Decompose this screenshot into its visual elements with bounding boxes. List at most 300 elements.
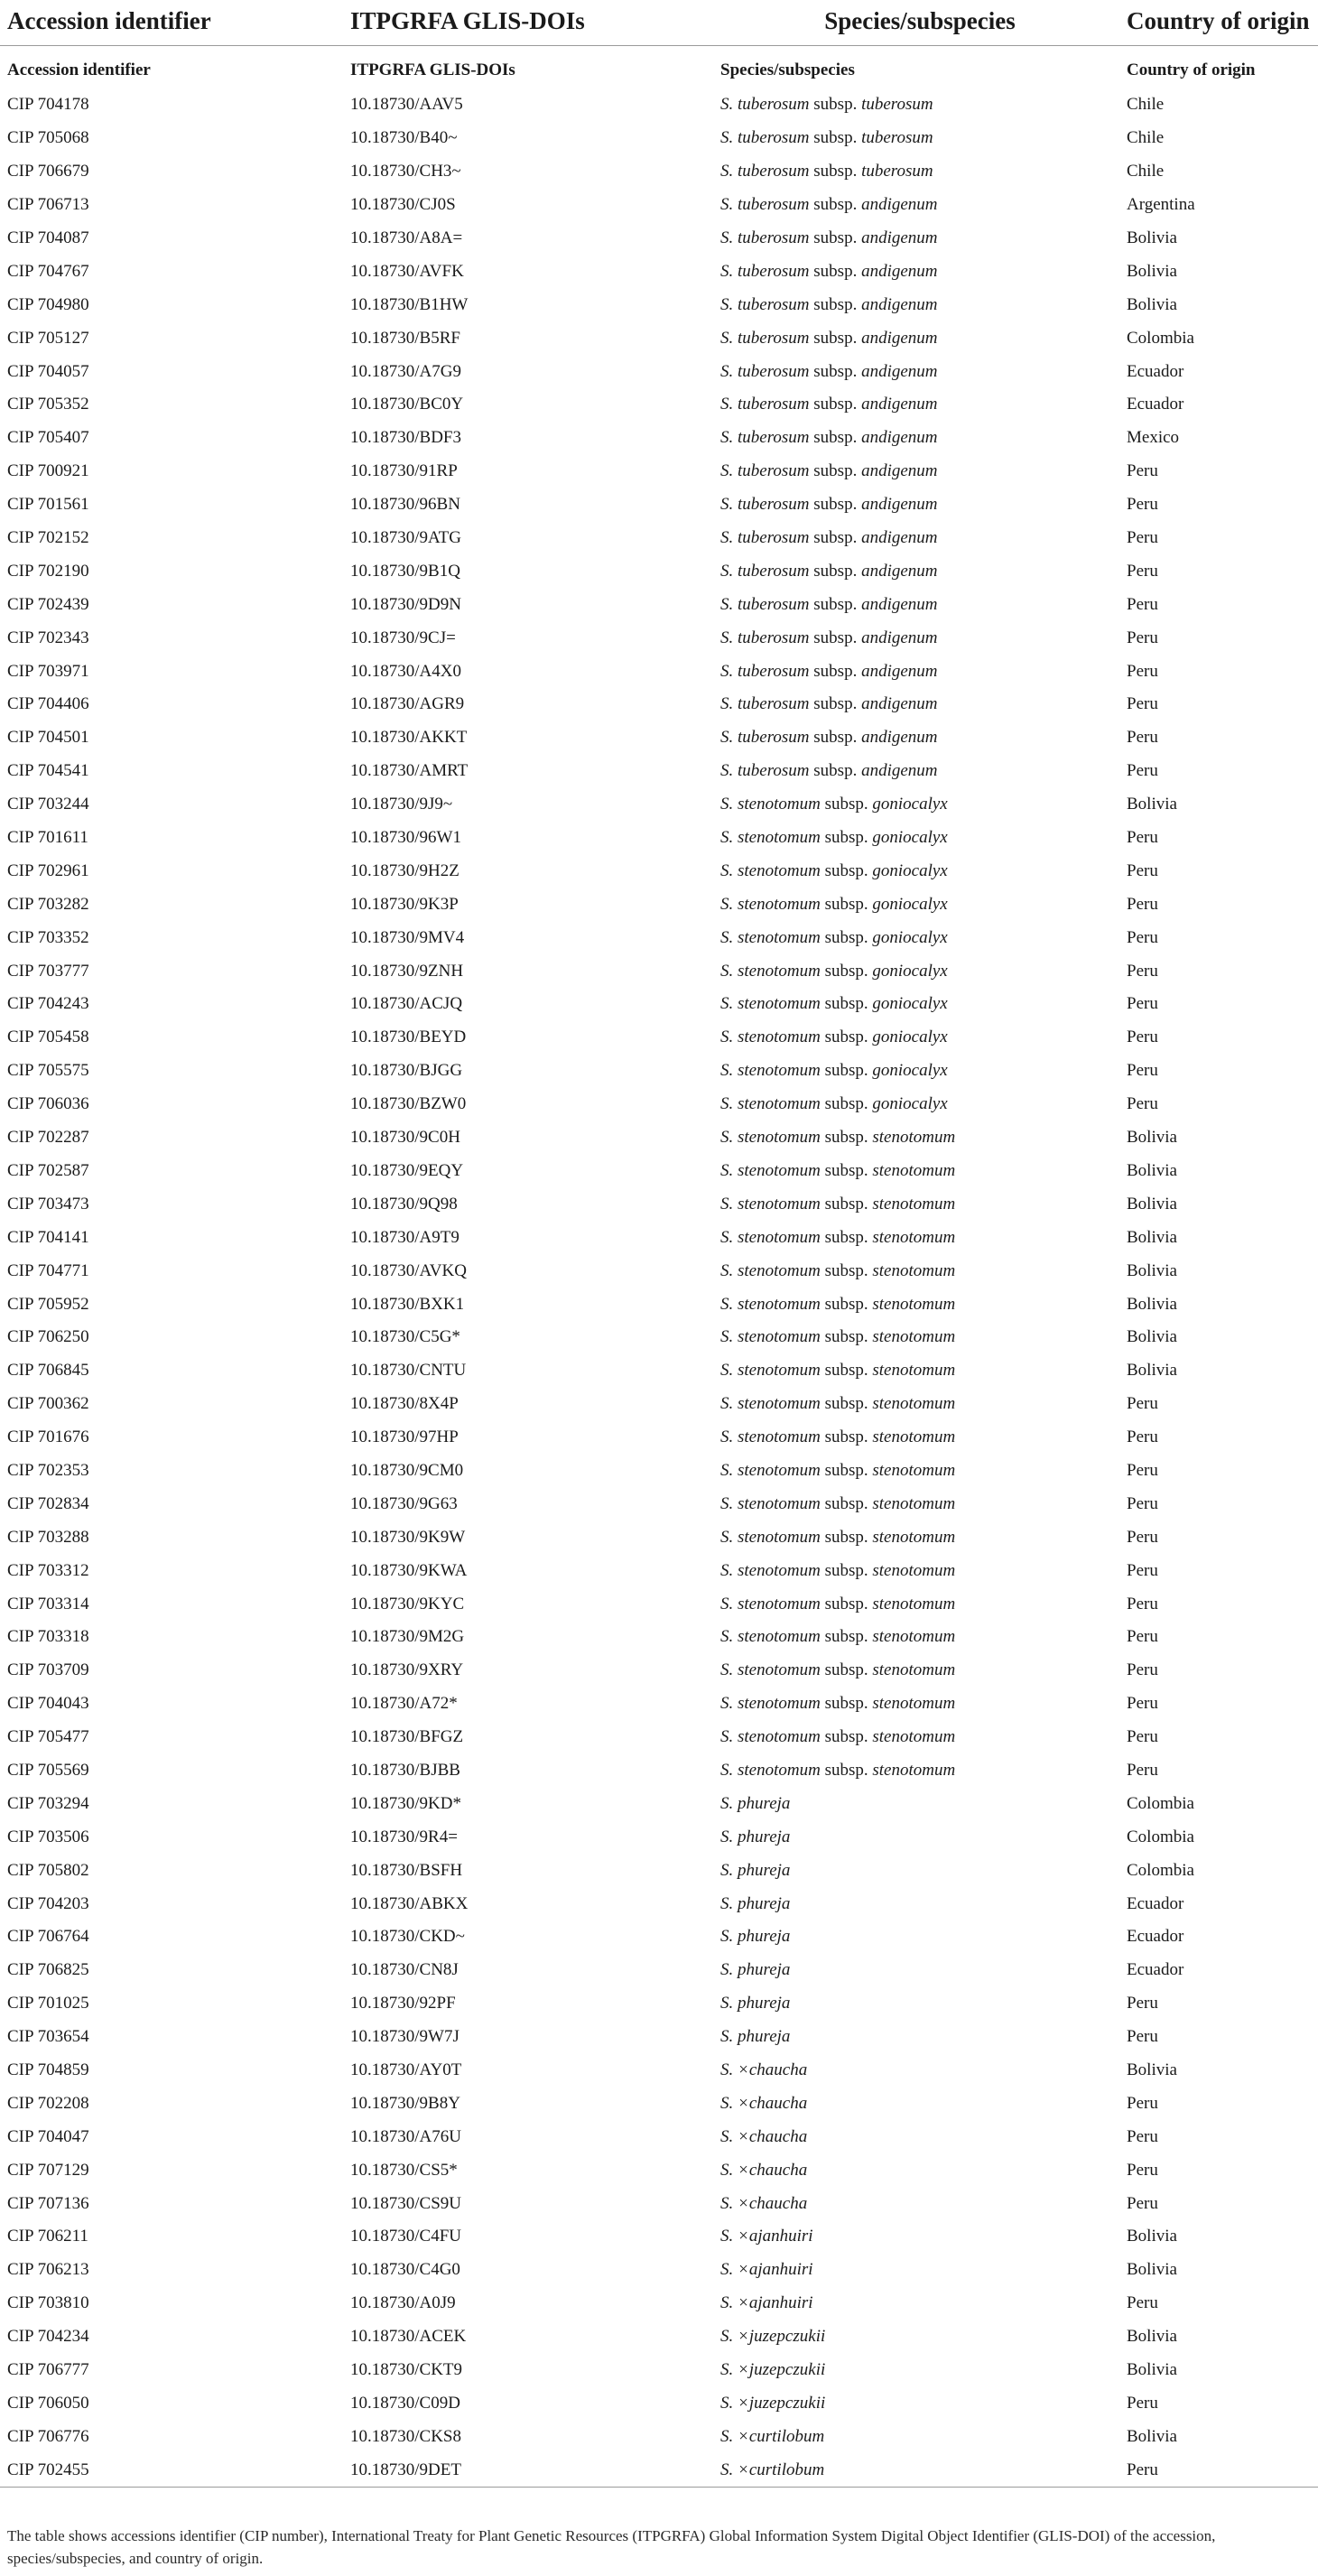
accession-id-cell: CIP 706777 bbox=[7, 2360, 89, 2379]
accession-id-cell: CIP 702353 bbox=[7, 1460, 89, 1480]
glis-doi-cell: 10.18730/AVFK bbox=[350, 261, 464, 281]
table-row bbox=[0, 1754, 1318, 1788]
species-epithet: goniocalyx bbox=[872, 795, 948, 814]
species-cell bbox=[713, 854, 1119, 888]
species-genus: S. ×chaucha bbox=[720, 2126, 808, 2146]
species-cell bbox=[713, 1221, 1119, 1254]
country-cell: Peru bbox=[1127, 1493, 1158, 1513]
country-cell: Argentina bbox=[1127, 195, 1195, 215]
species-cell bbox=[713, 688, 1119, 721]
subheader-row bbox=[0, 46, 1318, 89]
species-genus: S. tuberosum bbox=[720, 528, 810, 548]
country-cell: Peru bbox=[1127, 1994, 1158, 2013]
species-genus: S. tuberosum bbox=[720, 261, 810, 281]
species-epithet: stenotomum bbox=[872, 1160, 956, 1180]
country-cell: Bolivia bbox=[1127, 795, 1177, 814]
species-epithet: andigenum bbox=[861, 195, 938, 215]
accession-id-cell: CIP 704234 bbox=[7, 2327, 89, 2347]
glis-doi-cell: 10.18730/BFGZ bbox=[350, 1727, 464, 1747]
species-epithet: andigenum bbox=[861, 728, 938, 748]
species-cell bbox=[713, 954, 1119, 988]
glis-doi-cell: 10.18730/AMRT bbox=[350, 761, 469, 781]
species-genus: S. stenotomum bbox=[720, 1760, 821, 1780]
accession-id-cell: CIP 707136 bbox=[7, 2193, 89, 2213]
table-row bbox=[0, 2287, 1318, 2320]
country-cell: Ecuador bbox=[1127, 395, 1184, 414]
table-row bbox=[0, 122, 1318, 155]
accession-id-cell: CIP 704141 bbox=[7, 1227, 89, 1247]
table-row bbox=[0, 822, 1318, 855]
glis-doi-cell: 10.18730/9B1Q bbox=[350, 561, 460, 581]
species-epithet: goniocalyx bbox=[872, 994, 948, 1014]
species-genus: S. stenotomum bbox=[720, 828, 821, 848]
species-genus: S. tuberosum bbox=[720, 761, 810, 781]
table-row bbox=[0, 422, 1318, 455]
glis-doi-cell: 10.18730/BXK1 bbox=[350, 1294, 465, 1314]
species-genus: S. tuberosum bbox=[720, 328, 810, 348]
accession-id-cell: CIP 704859 bbox=[7, 2060, 89, 2079]
species-genus: S. ×ajanhuiri bbox=[720, 2293, 813, 2313]
glis-doi-cell: 10.18730/9W7J bbox=[350, 2027, 459, 2047]
species-cell bbox=[713, 1455, 1119, 1488]
country-cell: Peru bbox=[1127, 1061, 1158, 1081]
species-genus: S. tuberosum bbox=[720, 95, 810, 115]
species-genus: S. ×chaucha bbox=[720, 2093, 808, 2113]
species-genus: S. stenotomum bbox=[720, 1294, 821, 1314]
glis-doi-cell: 10.18730/CS9U bbox=[350, 2193, 461, 2213]
species-epithet: goniocalyx bbox=[872, 860, 948, 880]
accession-id-cell: CIP 706845 bbox=[7, 1361, 89, 1381]
table-row bbox=[0, 1688, 1318, 1721]
glis-doi-cell: 10.18730/CS5* bbox=[350, 2160, 458, 2180]
subheader-country: Country of origin bbox=[1127, 60, 1256, 79]
accession-id-cell: CIP 704178 bbox=[7, 95, 89, 115]
species-genus: S. stenotomum bbox=[720, 994, 821, 1014]
species-genus: S. tuberosum bbox=[720, 461, 810, 481]
accession-id-cell: CIP 703810 bbox=[7, 2293, 89, 2313]
species-rank: subsp. bbox=[824, 894, 868, 914]
species-rank: subsp. bbox=[824, 1227, 868, 1247]
species-cell bbox=[713, 455, 1119, 488]
table-row bbox=[0, 355, 1318, 388]
glis-doi-cell: 10.18730/BEYD bbox=[350, 1028, 467, 1047]
accession-id-cell: CIP 702455 bbox=[0, 2453, 343, 2487]
table-row bbox=[0, 255, 1318, 288]
glis-doi-cell: 10.18730/9CJ= bbox=[350, 628, 456, 647]
species-genus: S. stenotomum bbox=[720, 1361, 821, 1381]
species-genus: S. ×juzepczukii bbox=[720, 2360, 826, 2379]
country-cell: Colombia bbox=[1127, 1793, 1194, 1813]
species-epithet: stenotomum bbox=[872, 1527, 956, 1547]
table-row bbox=[0, 189, 1318, 222]
country-cell: Peru bbox=[1127, 1627, 1158, 1647]
glis-doi-cell: 10.18730/A7G9 bbox=[350, 361, 461, 381]
species-epithet: stenotomum bbox=[872, 1128, 956, 1148]
species-epithet: stenotomum bbox=[872, 1194, 956, 1214]
country-cell: Bolivia bbox=[1127, 1260, 1177, 1280]
table-row bbox=[0, 1321, 1318, 1354]
glis-doi-cell: 10.18730/CJ0S bbox=[350, 195, 456, 215]
table-footnote: The table shows accessions identifier (CIP number), International Treaty for Plant Genetic Resources (ITPGRFA) Global Information System Digital Object Identifier (GLIS-DOI) of the accession, species/subspecies, and country of origin. bbox=[7, 2527, 1216, 2567]
species-genus: S. stenotomum bbox=[720, 1560, 821, 1580]
country-cell: Peru bbox=[1127, 994, 1158, 1014]
table-row bbox=[0, 988, 1318, 1021]
accession-id-cell: CIP 705569 bbox=[7, 1760, 89, 1780]
country-cell: Bolivia bbox=[1127, 1227, 1177, 1247]
country-cell: Bolivia bbox=[1127, 2227, 1177, 2246]
glis-doi-cell: 10.18730/96W1 bbox=[350, 828, 461, 848]
accession-id-cell: CIP 705477 bbox=[7, 1727, 89, 1747]
species-cell bbox=[713, 2054, 1119, 2088]
species-epithet: stenotomum bbox=[872, 1460, 956, 1480]
species-rank: subsp. bbox=[824, 1028, 868, 1047]
glis-doi-cell: 10.18730/ACJQ bbox=[350, 994, 463, 1014]
glis-doi-cell: 10.18730/9MV4 bbox=[350, 927, 465, 947]
species-genus: S. tuberosum bbox=[720, 361, 810, 381]
table-row bbox=[0, 921, 1318, 954]
header-glis-doi: ITPGRFA GLIS-DOIs bbox=[343, 0, 713, 46]
country-cell: Peru bbox=[1127, 961, 1158, 981]
species-rank: subsp. bbox=[813, 195, 858, 215]
species-genus: S. stenotomum bbox=[720, 1061, 821, 1081]
accession-id-cell: CIP 706036 bbox=[7, 1094, 89, 1114]
glis-doi-cell: 10.18730/9Q98 bbox=[350, 1194, 458, 1214]
country-cell: Bolivia bbox=[1127, 2260, 1177, 2280]
glis-doi-cell: 10.18730/CNTU bbox=[350, 1361, 467, 1381]
table-row bbox=[0, 1820, 1318, 1854]
species-rank: subsp. bbox=[824, 1194, 868, 1214]
country-cell: Bolivia bbox=[1127, 2360, 1177, 2379]
species-cell bbox=[713, 2254, 1119, 2287]
country-cell: Bolivia bbox=[1127, 2060, 1177, 2079]
table-row bbox=[0, 1021, 1318, 1055]
species-epithet: stenotomum bbox=[872, 1760, 956, 1780]
species-rank: subsp. bbox=[813, 528, 858, 548]
species-genus: S. stenotomum bbox=[720, 860, 821, 880]
species-rank: subsp. bbox=[824, 1627, 868, 1647]
species-cell bbox=[713, 88, 1119, 122]
table-row bbox=[0, 88, 1318, 122]
species-epithet: stenotomum bbox=[872, 1694, 956, 1714]
glis-doi-cell: 10.18730/CKD~ bbox=[350, 1927, 465, 1947]
table-row bbox=[0, 1221, 1318, 1254]
species-genus: S. stenotomum bbox=[720, 1493, 821, 1513]
species-genus: S. stenotomum bbox=[720, 1028, 821, 1047]
species-rank: subsp. bbox=[824, 1560, 868, 1580]
accession-id-cell: CIP 706213 bbox=[7, 2260, 89, 2280]
glis-doi-cell: 10.18730/9C0H bbox=[350, 1128, 460, 1148]
species-rank: subsp. bbox=[824, 1394, 868, 1414]
country-cell: Peru bbox=[1127, 728, 1158, 748]
species-epithet: andigenum bbox=[861, 594, 938, 614]
glis-doi-cell: 10.18730/9G63 bbox=[350, 1493, 458, 1513]
species-epithet: andigenum bbox=[861, 694, 938, 714]
species-epithet: goniocalyx bbox=[872, 1061, 948, 1081]
species-cell bbox=[713, 2087, 1119, 2120]
accession-id-cell: CIP 703312 bbox=[7, 1560, 89, 1580]
species-cell bbox=[713, 554, 1119, 588]
country-cell: Colombia bbox=[1127, 1860, 1194, 1880]
glis-doi-cell: 10.18730/9K3P bbox=[350, 894, 459, 914]
country-cell: Peru bbox=[1127, 1660, 1158, 1680]
country-cell: Peru bbox=[1127, 2027, 1158, 2047]
country-cell: Bolivia bbox=[1127, 228, 1177, 247]
species-rank: subsp. bbox=[824, 994, 868, 1014]
country-cell: Peru bbox=[1127, 2160, 1158, 2180]
species-genus: S. stenotomum bbox=[720, 1627, 821, 1647]
table-row bbox=[0, 2220, 1318, 2254]
glis-doi-cell: 10.18730/9B8Y bbox=[350, 2093, 460, 2113]
accession-id-cell: CIP 702208 bbox=[7, 2093, 89, 2113]
table-row bbox=[0, 755, 1318, 788]
glis-doi-cell: 10.18730/BDF3 bbox=[350, 428, 461, 448]
glis-doi-cell: 10.18730/9M2G bbox=[350, 1627, 465, 1647]
species-cell bbox=[713, 2354, 1119, 2387]
species-cell bbox=[713, 1854, 1119, 1887]
table-row bbox=[0, 1654, 1318, 1688]
accession-id-cell: CIP 705575 bbox=[7, 1061, 89, 1081]
glis-doi-cell: 10.18730/9ATG bbox=[350, 528, 461, 548]
table-row bbox=[0, 621, 1318, 655]
glis-doi-cell: 10.18730/91RP bbox=[350, 461, 458, 481]
glis-doi-cell: 10.18730/AKKT bbox=[350, 728, 468, 748]
species-epithet: goniocalyx bbox=[872, 828, 948, 848]
species-epithet: andigenum bbox=[861, 428, 938, 448]
table-row bbox=[0, 1187, 1318, 1221]
table-row bbox=[0, 1587, 1318, 1621]
glis-doi-cell: 10.18730/A72* bbox=[350, 1694, 458, 1714]
glis-doi-cell: 10.18730/CKT9 bbox=[350, 2360, 463, 2379]
species-genus: S. stenotomum bbox=[720, 1094, 821, 1114]
table-row bbox=[0, 1954, 1318, 1987]
species-epithet: stenotomum bbox=[872, 1627, 956, 1647]
table-row bbox=[0, 2354, 1318, 2387]
species-rank: subsp. bbox=[824, 1294, 868, 1314]
species-epithet: goniocalyx bbox=[872, 927, 948, 947]
glis-doi-cell: 10.18730/9KD* bbox=[350, 1793, 461, 1813]
country-cell: Peru bbox=[1127, 661, 1158, 681]
species-epithet: andigenum bbox=[861, 328, 938, 348]
country-cell: Bolivia bbox=[1127, 2426, 1177, 2446]
species-cell bbox=[713, 155, 1119, 189]
species-genus: S. stenotomum bbox=[720, 1427, 821, 1447]
species-genus: S. stenotomum bbox=[720, 1594, 821, 1613]
glis-doi-cell: 10.18730/C4G0 bbox=[350, 2260, 460, 2280]
species-cell bbox=[713, 1187, 1119, 1221]
accession-id-cell: CIP 701611 bbox=[7, 828, 88, 848]
table-body bbox=[0, 46, 1318, 2488]
species-cell bbox=[713, 2386, 1119, 2420]
table-row bbox=[0, 1288, 1318, 1321]
country-cell: Peru bbox=[1127, 1394, 1158, 1414]
accession-id-cell: CIP 703244 bbox=[7, 795, 89, 814]
species-epithet: stenotomum bbox=[872, 1327, 956, 1347]
accession-id-cell: CIP 704541 bbox=[7, 761, 89, 781]
table-row bbox=[0, 2153, 1318, 2187]
glis-doi-cell: 10.18730/C09D bbox=[350, 2393, 460, 2413]
species-epithet: stenotomum bbox=[872, 1660, 956, 1680]
country-cell: Peru bbox=[1127, 628, 1158, 647]
glis-doi-cell: 10.18730/9R4= bbox=[350, 1827, 458, 1846]
country-cell: Bolivia bbox=[1127, 1194, 1177, 1214]
species-rank: subsp. bbox=[813, 461, 858, 481]
species-rank: subsp. bbox=[824, 1260, 868, 1280]
glis-doi-cell: 10.18730/9CM0 bbox=[350, 1460, 464, 1480]
species-genus: S. tuberosum bbox=[720, 561, 810, 581]
species-epithet: stenotomum bbox=[872, 1727, 956, 1747]
species-cell bbox=[713, 2453, 1119, 2487]
country-cell: Peru bbox=[1127, 1460, 1158, 1480]
accession-id-cell: CIP 705458 bbox=[7, 1028, 89, 1047]
accession-id-cell: CIP 706211 bbox=[7, 2227, 88, 2246]
species-genus: S. tuberosum bbox=[720, 228, 810, 247]
glis-doi-cell: 10.18730/96BN bbox=[350, 495, 460, 515]
species-genus: S. stenotomum bbox=[720, 894, 821, 914]
species-cell bbox=[713, 1787, 1119, 1820]
table-row bbox=[0, 2254, 1318, 2287]
glis-doi-cell: 10.18730/9D9N bbox=[350, 594, 461, 614]
accession-id-cell: CIP 706679 bbox=[7, 162, 89, 181]
table-row bbox=[0, 488, 1318, 522]
glis-doi-cell: 10.18730/C4FU bbox=[350, 2227, 461, 2246]
species-rank: subsp. bbox=[813, 561, 858, 581]
species-cell bbox=[713, 2120, 1119, 2153]
accession-id-cell: CIP 703971 bbox=[7, 661, 89, 681]
species-rank: subsp. bbox=[824, 1493, 868, 1513]
accession-id-cell: CIP 705407 bbox=[7, 428, 89, 448]
glis-doi-cell: 10.18730/A8A= bbox=[350, 228, 463, 247]
table-row bbox=[0, 1254, 1318, 1288]
species-cell bbox=[713, 1887, 1119, 1920]
species-cell bbox=[713, 655, 1119, 688]
species-genus: S. stenotomum bbox=[720, 1660, 821, 1680]
country-cell: Peru bbox=[1127, 461, 1158, 481]
country-cell: Peru bbox=[1127, 894, 1158, 914]
country-cell: Peru bbox=[1127, 2393, 1158, 2413]
accession-id-cell: CIP 704203 bbox=[7, 1893, 89, 1913]
species-cell bbox=[713, 1554, 1119, 1587]
species-cell bbox=[713, 288, 1119, 321]
species-genus: S. phureja bbox=[720, 1994, 791, 2013]
table-row bbox=[0, 321, 1318, 355]
glis-doi-cell: 10.18730/CKS8 bbox=[350, 2426, 461, 2446]
accession-id-cell: CIP 703777 bbox=[7, 961, 89, 981]
glis-doi-cell: 10.18730/9H2Z bbox=[350, 860, 459, 880]
species-cell bbox=[713, 2187, 1119, 2220]
table-row bbox=[0, 1455, 1318, 1488]
country-cell: Bolivia bbox=[1127, 1361, 1177, 1381]
species-genus: S. stenotomum bbox=[720, 795, 821, 814]
country-cell: Chile bbox=[1127, 95, 1165, 115]
accession-id-cell: CIP 705352 bbox=[7, 395, 89, 414]
glis-doi-cell: 10.18730/A4X0 bbox=[350, 661, 461, 681]
species-cell bbox=[713, 2021, 1119, 2054]
table-row bbox=[0, 2120, 1318, 2153]
country-cell: Colombia bbox=[1127, 328, 1194, 348]
country-cell: Peru bbox=[1127, 2293, 1158, 2313]
species-genus: S. phureja bbox=[720, 1827, 791, 1846]
species-rank: subsp. bbox=[824, 1427, 868, 1447]
country-cell: Peru bbox=[1127, 1427, 1158, 1447]
table-row bbox=[0, 854, 1318, 888]
species-rank: subsp. bbox=[824, 1361, 868, 1381]
species-rank: subsp. bbox=[813, 361, 858, 381]
species-cell bbox=[713, 255, 1119, 288]
accession-id-cell: CIP 703314 bbox=[7, 1594, 89, 1613]
glis-doi-cell: 10.18730/AY0T bbox=[350, 2060, 462, 2079]
table-row bbox=[0, 721, 1318, 755]
species-epithet: andigenum bbox=[861, 628, 938, 647]
species-epithet: andigenum bbox=[861, 661, 938, 681]
species-rank: subsp. bbox=[813, 228, 858, 247]
species-cell bbox=[713, 1721, 1119, 1754]
species-rank: subsp. bbox=[824, 1727, 868, 1747]
table-row bbox=[0, 1055, 1318, 1088]
country-cell: Peru bbox=[1127, 1560, 1158, 1580]
accession-id-cell: CIP 706825 bbox=[7, 1960, 89, 1980]
table-row bbox=[0, 888, 1318, 921]
species-genus: S. tuberosum bbox=[720, 162, 810, 181]
species-genus: S. tuberosum bbox=[720, 294, 810, 314]
species-rank: subsp. bbox=[813, 694, 858, 714]
country-cell: Peru bbox=[1127, 495, 1158, 515]
species-cell bbox=[713, 1055, 1119, 1088]
species-genus: S. tuberosum bbox=[720, 128, 810, 148]
glis-doi-cell: 10.18730/97HP bbox=[350, 1427, 459, 1447]
country-cell: Peru bbox=[1127, 761, 1158, 781]
glis-doi-cell: 10.18730/9J9~ bbox=[350, 795, 453, 814]
table-row bbox=[0, 155, 1318, 189]
species-rank: subsp. bbox=[824, 1061, 868, 1081]
species-cell bbox=[713, 1621, 1119, 1654]
species-epithet: stenotomum bbox=[872, 1394, 956, 1414]
species-genus: S. phureja bbox=[720, 1793, 791, 1813]
species-cell bbox=[713, 422, 1119, 455]
species-rank: subsp. bbox=[813, 628, 858, 647]
species-epithet: tuberosum bbox=[861, 162, 933, 181]
glis-doi-cell: 10.18730/A9T9 bbox=[350, 1227, 459, 1247]
glis-doi-cell: 10.18730/9EQY bbox=[350, 1160, 464, 1180]
accession-id-cell: CIP 706764 bbox=[7, 1927, 89, 1947]
table-row bbox=[0, 1854, 1318, 1887]
accession-id-cell: CIP 702961 bbox=[7, 860, 89, 880]
country-cell: Peru bbox=[1127, 2193, 1158, 2213]
species-genus: S. ×ajanhuiri bbox=[720, 2227, 813, 2246]
species-rank: subsp. bbox=[813, 261, 858, 281]
species-genus: S. phureja bbox=[720, 2027, 791, 2047]
country-cell: Peru bbox=[1127, 694, 1158, 714]
accession-id-cell: CIP 703506 bbox=[7, 1827, 89, 1846]
table-row bbox=[0, 1088, 1318, 1121]
accession-id-cell: CIP 704501 bbox=[7, 728, 89, 748]
accession-id-cell: CIP 703288 bbox=[7, 1527, 89, 1547]
glis-doi-cell: 10.18730/8X4P bbox=[350, 1394, 459, 1414]
country-cell: Bolivia bbox=[1127, 1160, 1177, 1180]
species-cell bbox=[713, 1288, 1119, 1321]
table-row bbox=[0, 455, 1318, 488]
species-cell bbox=[713, 321, 1119, 355]
glis-doi-cell: 10.18730/CH3~ bbox=[350, 162, 461, 181]
table-row bbox=[0, 1121, 1318, 1155]
accession-id-cell: CIP 706050 bbox=[7, 2393, 89, 2413]
species-cell bbox=[713, 1121, 1119, 1155]
accession-id-cell: CIP 704047 bbox=[7, 2126, 89, 2146]
table-row bbox=[0, 554, 1318, 588]
species-cell bbox=[713, 721, 1119, 755]
species-cell bbox=[713, 888, 1119, 921]
header-species: Species/subspecies bbox=[713, 0, 1119, 46]
accession-id-cell: CIP 705802 bbox=[7, 1860, 89, 1880]
